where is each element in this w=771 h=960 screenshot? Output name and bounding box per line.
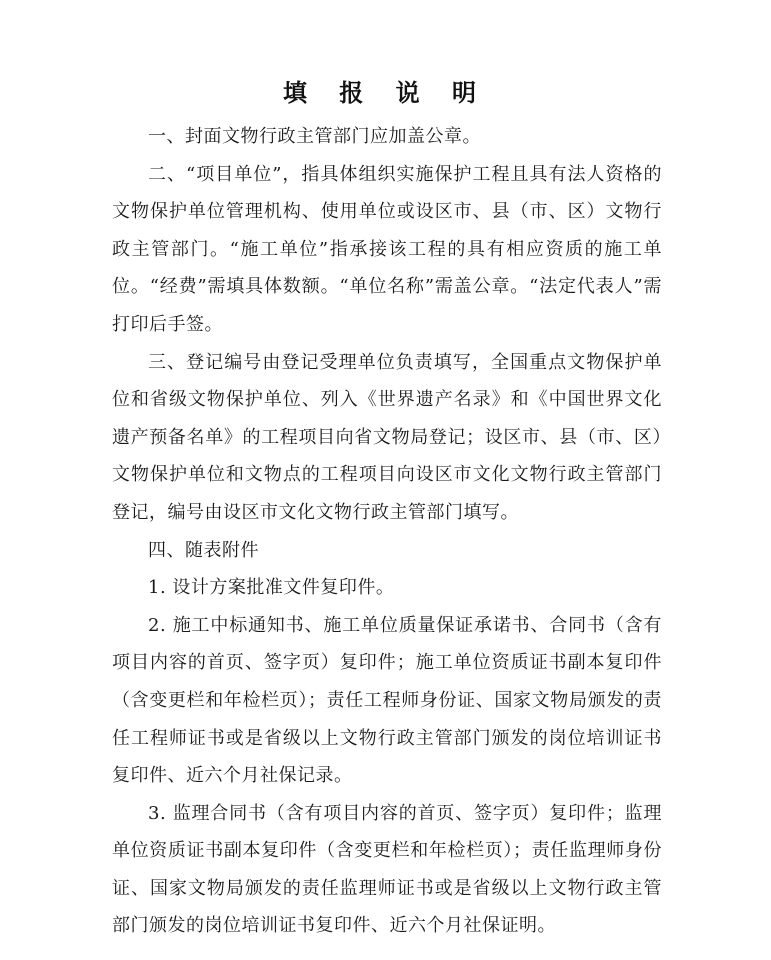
paragraph-project-unit: 二、“项目单位”，指具体组织实施保护工程且具有法人资格的文物保护单位管理机构、使用单位或设区市、县（市、区）文物行政主管部门。“施工单位”指承接该工程的具有相应资质的施工单位。“经费”需填具体数额。“单位名称”需盖公章。“法定代表人”需打印后手签。 [112, 163, 662, 335]
instructions-body [112, 118, 662, 945]
paragraph-attachment-1: 1. 设计方案批准文件复印件。 [148, 577, 395, 599]
paragraph-registration-number: 三、登记编号由登记受理单位负责填写，全国重点文物保护单位和省级文物保护单位、列入《世界遗产名录》和《中国世界文化遗产预备名单》的工程项目向省文物局登记；设区市、县（市、区）文物保护单位和文物点的工程项目向设区市文化文物行政主管部门登记，编号由设区市文化文物行政主管部门填写。 [112, 351, 662, 523]
paragraph-attachment-2: 2. 施工中标通知书、施工单位质量保证承诺书、合同书（含有项目内容的首页、签字页）复印件；施工单位资质证书副本复印件（含变更栏和年检栏页）；责任工程师身份证、国家文物局颁发的责任工程师证书或是省级以上文物行政主管部门颁发的岗位培训证书复印件、近六个月社保记录。 [112, 614, 662, 787]
page-title: 填 报 说 明 [282, 79, 489, 107]
paragraph-attachments-heading: 四、随表附件 [148, 539, 259, 561]
paragraph-attachment-3: 3. 监理合同书（含有项目内容的首页、签字页）复印件；监理单位资质证书副本复印件（含变更栏和年检栏页）；责任监理师身份证、国家文物局颁发的责任监理师证书或是省级以上文物行政主管部门颁发的岗位培训证书复印件、近六个月社保证明。 [112, 802, 662, 937]
paragraph-cover-seal: 一、封面文物行政主管部门应加盖公章。 [148, 126, 481, 147]
